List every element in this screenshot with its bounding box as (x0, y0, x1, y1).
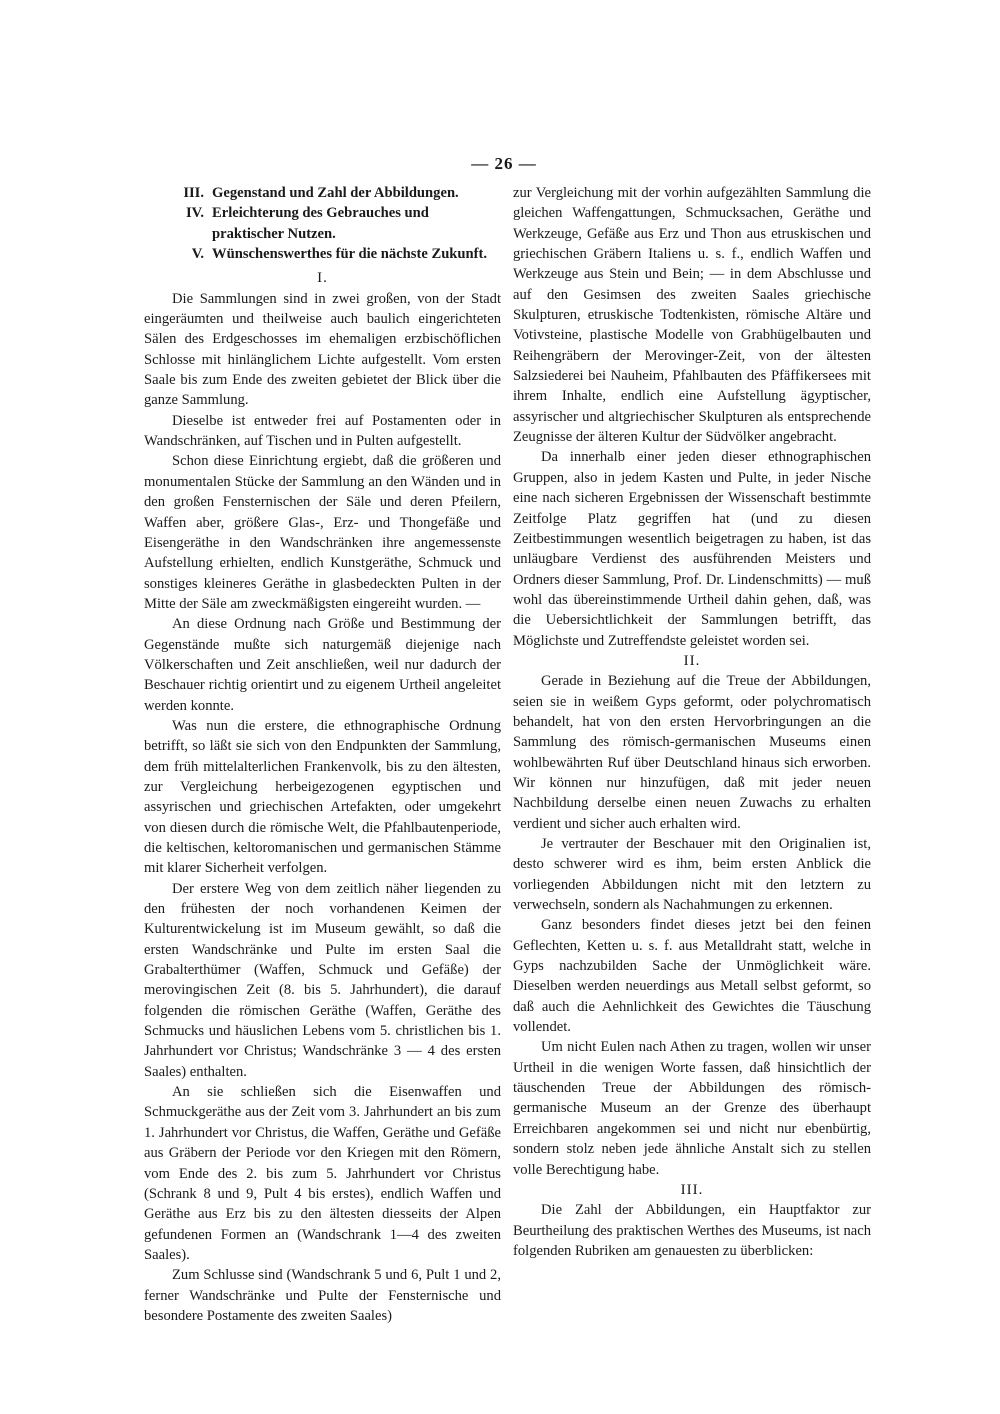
outline-text: Erleichterung des Gebrauches und praktischer Nutzen. (212, 205, 429, 242)
section-heading-III: III. (680, 1181, 704, 1198)
outline-number: V. (191, 246, 204, 263)
paragraph: Gerade in Beziehung auf die Treue der Abbildungen, seien sie in weißem Gyps geformt, oder polychromatisch behandelt, hat von den ersten Hervorbringungen an die Sammlung des römisch-germanischen Museums einen wohlbewährten Ruf über Deutschland hinaus sich erworben. Wir können nur hinzufügen, daß mit jeder neuen Nachbildung derselbe einen neuen Zuwachs zu erhalten verdient und sicher auch erhalten wird. (513, 673, 871, 832)
paragraph: Schon diese Einrichtung ergiebt, daß die größeren und monumentalen Stücke der Sammlung an den Wänden und in den großen Fensternischen der Säle und deren Pfeilern, Waffen aber, größere Glas-, Erz- und Thongefäße und Eisengeräthe in den Wandschränken ihre angemessenste Aufstellung erhielten, endlich Kunstgeräthe, Schmuck und sonstiges kleineres Geräthe in glasbedeckten Pulten in der Mitte der Säle am zweckmäßigsten eingereiht wurden. — (144, 453, 501, 612)
outline-item (144, 244, 501, 264)
paragraph: Die Sammlungen sind in zwei großen, von der Stadt eingeräumten und theilweise auch baulich eingerichteten Sälen des Erdgeschosses im ehemaligen erzbischöflichen Schlosse mit hinlänglichem Lichte aufgestellt. Vom ersten Saale bis zum Ende des zweiten gebietet der Blick über die ganze Sammlung. (144, 290, 501, 409)
paragraph: Die Zahl der Abbildungen, ein Hauptfaktor zur Beurtheilung des praktischen Werthes des Museums, ist nach folgenden Rubriken am genauesten zu überblicken: (513, 1202, 871, 1259)
left-column (144, 183, 501, 1326)
section-heading-II: II. (683, 652, 701, 669)
paragraph: Ganz besonders findet dieses jetzt bei den feinen Geflechten, Ketten u. s. f. aus Metalldraht statt, welche in Gyps nachzubilden Sache der Unmöglichkeit wäre. Dieselben werden neuerdings aus Metall selbst geformt, so daß auch die Aehnlichkeit des Gewichtes die Täuschung vollendet. (513, 917, 871, 1036)
paragraph: An sie schließen sich die Eisenwaffen und Schmuckgeräthe aus der Zeit vom 3. Jahrhundert an bis zum 1. Jahrhundert vor Christus, die Waffen, Geräthe und Gefäße aus Gräbern der Periode vor den Kriegen mit den Römern, vom Ende des 2. bis zum 5. Jahrhundert vor Christus (Schrank 8 und 9, Pult 4 bis erstes), endlich Waffen und Geräthe aus Erz bis zu den ältesten diesseits der Alpen gefundenen Formen an (Wandschrank 1—4 des zweiten Saales). (144, 1084, 501, 1263)
outline-list (144, 183, 501, 264)
paragraph: Um nicht Eulen nach Athen zu tragen, wollen wir unser Urtheil in die wenigen Worte fassen, daß hinsichtlich der täuschenden Treue der Abbildungen des römisch-germanische Museum an der Grenze des überhaupt Erreichbaren angekommen sei und nicht nur ebenbürtig, sondern stolz neben jede ähnliche Anstalt sich zu stellen volle Berechtigung habe. (513, 1039, 871, 1178)
paragraph: Zum Schlusse sind (Wandschrank 5 und 6, Pult 1 und 2, ferner Wandschränke und Pulte der Fensternische und besondere Postamente des zweiten Saales) (144, 1267, 501, 1324)
paragraph: Je vertrauter der Beschauer mit den Originalien ist, desto schwerer wird es ihm, beim ersten Anblick die vorliegenden Abbildungen nicht mit den letztern zu verwechseln, sondern als Nachahmungen zu erkennen. (513, 836, 871, 914)
outline-text: Wünschenswerthes für die nächste Zukunft. (212, 246, 488, 263)
paragraph: zur Vergleichung mit der vorhin aufgezählten Sammlung die gleichen Waffengattungen, Schmucksachen, Geräthe und Werkzeuge, Gefäße aus Erz und Thon aus etruskischen und griechischen Gräbern Italiens u. s. f., endlich Waffen und Werkzeuge aus Stein und Bein; — in dem Abschlusse und auf den Gesimsen des zweiten Saales griechische Skulpturen, etruskische Todtenkisten, römische Altäre und Votivsteine, plastische Modelle von Grabhügelbauten und Reihengräbern der Merovinger-Zeit, von der ältesten Salzsiederei bei Nauheim, Pfahlbauten des Pfäffikersees mit ihrem Inhalte, endlich eine Aufstellung ägyptischer, assyrischer und altgriechischer Skulpturen als entsprechende Zeugnisse der älteren Kultur der Südvölker angebracht. (513, 185, 871, 446)
paragraph: Da innerhalb einer jeden dieser ethnographischen Gruppen, also in jedem Kasten und Pulte, in jeder Nische eine nach sicheren Ergebnissen der Wissenschaft bestimmte Zeitfolge Platz gegriffen hat (und zu diesen Zeitbestimmungen wesentlich beigetragen zu haben, ist das unläugbare Verdienst des ausführenden Meisters und Ordners dieser Sammlung, Prof. Dr. Lindenschmitts) — muß wohl das übereinstimmende Urtheil dahin gehen, daß, was die Uebersichtlichkeit der Sammlungen betrifft, das Möglichste und Zutreffendste geleistet worden sei. (513, 449, 871, 649)
outline-number: IV. (186, 205, 204, 222)
right-column (513, 183, 871, 1261)
outline-text: Gegenstand und Zahl der Abbildungen. (212, 185, 459, 201)
outline-item (144, 183, 501, 203)
paragraph: Dieselbe ist entweder frei auf Postamenten oder in Wandschränken, auf Tischen und in Pulten aufgestellt. (144, 412, 501, 450)
paragraph: An diese Ordnung nach Größe und Bestimmung der Gegenstände mußte sich naturgemäß diejenige nach Völkerschaften und Zeit anschließen, weil nur dadurch der Beschauer richtig orientirt und zu eigenem Urtheil angeleitet werden konnte. (144, 616, 501, 714)
outline-number: III. (183, 185, 204, 201)
section-heading-I: I. (317, 270, 328, 287)
paragraph: Was nun die erstere, die ethnographische Ordnung betrifft, so läßt sie sich von den Endpunkten der Sammlung, dem früh mittelalterlichen Frankenvolk, bis zu den ältesten, zur Vergleichung herbeigezogenen egyptischen und assyrischen und griechischen Artefakten, oder umgekehrt von diesen durch die römische Welt, die Pfahlbautenperiode, die keltischen, keltoromanischen und germanischen Stämme mit klarer Sicherheit verfolgen. (144, 717, 501, 877)
page-number: — 26 — (471, 154, 537, 173)
outline-item (144, 203, 501, 244)
paragraph: Der erstere Weg von dem zeitlich näher liegenden zu den frühesten der noch vorhandenen Keimen der Kulturentwickelung ist im Museum gewählt, so daß die ersten Wandschränke und Pulte im ersten Saal die Grabalterthümer (Waffen, Schmuck und Gefäße) der merovingischen Zeit (8. bis 5. Jahrhundert), die darauf folgenden die römischen Geräthe (Waffen, Geräthe des Schmucks und häuslichen Lebens vom 5. christlichen bis 1. Jahrhundert vor Christus; Wandschränke 3 — 4 des ersten Saales) enthalten. (144, 880, 501, 1080)
